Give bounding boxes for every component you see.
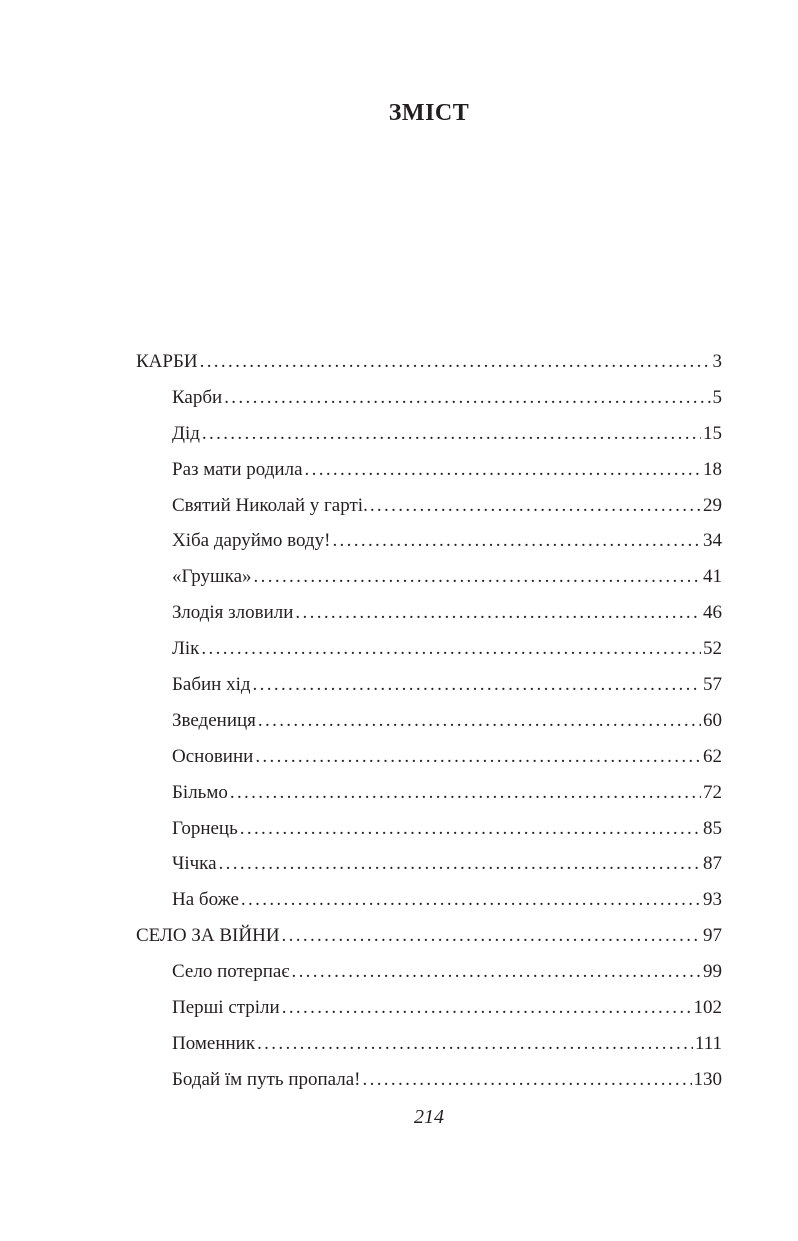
toc-entry: [136, 380, 722, 416]
toc-dot-leader: [282, 990, 692, 1026]
toc-entry-title: Горнець: [172, 817, 238, 839]
toc-entry: [136, 811, 722, 847]
toc-entry-title: На боже: [172, 889, 239, 911]
toc-entry-title: Село потерпає: [172, 961, 290, 983]
toc-entry: [136, 703, 722, 739]
toc-entry-page: 111: [694, 1032, 722, 1054]
toc-dot-leader: [240, 811, 701, 847]
toc-entry-title: Чічка: [172, 853, 217, 875]
toc-entry: [136, 954, 722, 990]
toc-entry-page: 102: [693, 997, 722, 1019]
toc-entry: [136, 739, 722, 775]
toc-entry: [136, 882, 722, 918]
toc-entry-page: 99: [703, 961, 722, 983]
toc-entry: [136, 631, 722, 667]
toc-entry: [136, 452, 722, 488]
toc-dot-leader: [258, 703, 701, 739]
toc-entry-page: 87: [703, 853, 722, 875]
toc-entry-page: 15: [703, 422, 722, 444]
toc-entry-page: 93: [703, 889, 722, 911]
toc-entry-title: Перші стріли: [172, 997, 280, 1019]
toc-entry: [136, 1062, 722, 1098]
toc-dot-leader: [254, 559, 701, 595]
toc-entry-title: Святий Николай у гарті.: [172, 494, 368, 516]
toc-dot-leader: [295, 595, 701, 631]
toc-entry-title: Бабин хід: [172, 674, 251, 696]
toc-entry-title: Карби: [172, 386, 223, 408]
toc-entry: [136, 559, 722, 595]
toc-dot-leader: [282, 918, 701, 954]
toc-dot-leader: [363, 1062, 692, 1098]
toc-entry: [136, 1026, 722, 1062]
toc-dot-leader: [253, 667, 701, 703]
toc-dot-leader: [370, 488, 701, 524]
toc-entry-title: Більмо: [172, 781, 228, 803]
toc-entry: [136, 416, 722, 452]
toc-dot-leader: [332, 523, 701, 559]
toc-dot-leader: [219, 846, 701, 882]
toc-entry-page: 60: [703, 709, 722, 731]
toc-section: [136, 344, 722, 380]
toc-dot-leader: [257, 1026, 693, 1062]
toc-entry-title: Зведениця: [172, 709, 256, 731]
toc-entry-page: 29: [703, 494, 722, 516]
toc-dot-leader: [201, 631, 701, 667]
toc-entry: [136, 667, 722, 703]
toc-entry-page: 46: [703, 602, 722, 624]
page-title: ЗМІСТ: [388, 100, 470, 126]
toc-entry-page: 130: [693, 1068, 722, 1090]
toc-entry-page: 18: [703, 458, 722, 480]
toc-entry-page: 62: [703, 745, 722, 767]
toc-entry: [136, 488, 722, 524]
toc-entry-title: СЕЛО ЗА ВІЙНИ: [136, 925, 280, 947]
toc-entry-title: Дід: [172, 422, 200, 444]
toc-entry-page: 72: [703, 781, 722, 803]
toc-entry: [136, 523, 722, 559]
toc-entry-title: Бодай їм путь пропала!: [172, 1068, 361, 1090]
toc-entry: [136, 990, 722, 1026]
table-of-contents: [136, 344, 722, 1098]
toc-entry-page: 57: [703, 674, 722, 696]
toc-entry-title: КАРБИ: [136, 351, 198, 372]
toc-entry-title: Хіба даруймо воду!: [172, 530, 331, 552]
toc-dot-leader: [291, 954, 701, 990]
toc-entry-title: «Грушка»: [172, 566, 252, 588]
toc-dot-leader: [241, 882, 701, 918]
toc-dot-leader: [224, 380, 710, 416]
toc-entry-page: 41: [703, 566, 722, 588]
toc-entry-page: 85: [703, 817, 722, 839]
toc-entry-title: Злодія зловили: [172, 602, 294, 624]
toc-dot-leader: [230, 775, 701, 811]
toc-entry-page: 52: [703, 638, 722, 660]
toc-entry-title: Лік: [172, 638, 200, 660]
toc-entry: [136, 595, 722, 631]
toc-entry-page: 3: [712, 351, 722, 372]
page-number: 214: [414, 1106, 444, 1128]
toc-entry: [136, 846, 722, 882]
toc-entry-title: Основини: [172, 745, 254, 767]
toc-entry-title: Раз мати родила: [172, 458, 303, 480]
toc-entry-page: 5: [712, 386, 722, 408]
toc-dot-leader: [305, 452, 701, 488]
toc-dot-leader: [255, 739, 701, 775]
toc-section: [136, 918, 722, 954]
toc-entry-page: 34: [703, 530, 722, 552]
toc-entry: [136, 775, 722, 811]
toc-entry-page: 97: [703, 925, 722, 947]
toc-dot-leader: [202, 416, 701, 452]
toc-entry-title: Поменник: [172, 1032, 256, 1054]
toc-dot-leader: [200, 344, 711, 380]
